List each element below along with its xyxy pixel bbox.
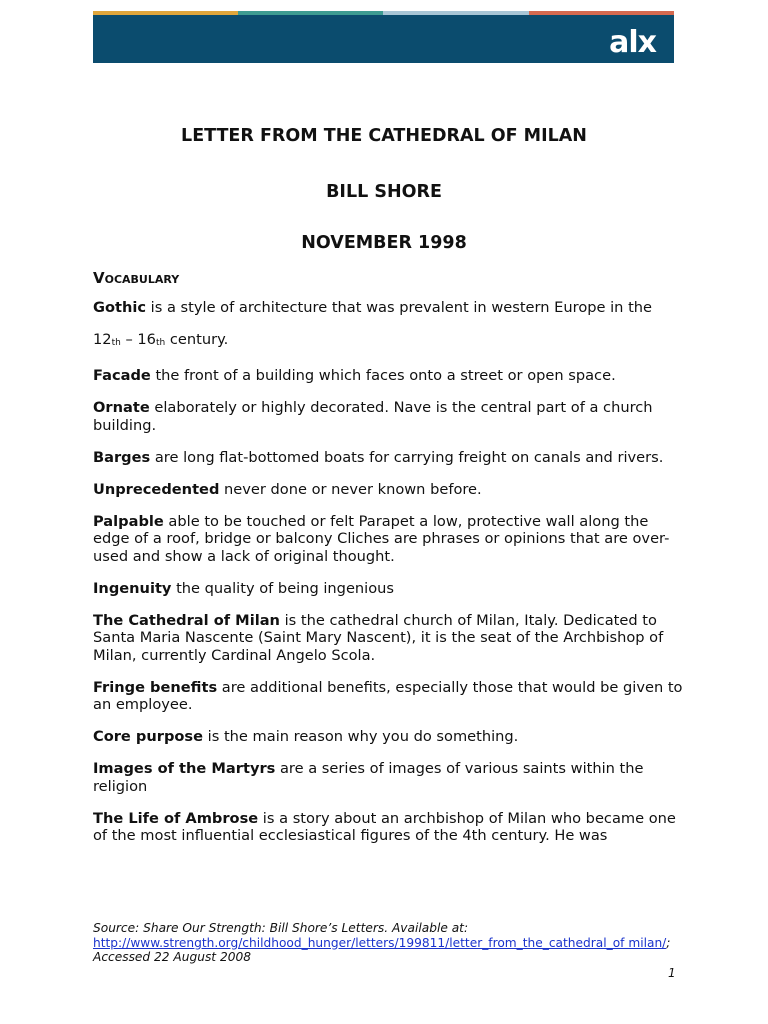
vocab-entry-gothic [93,299,683,317]
vocab-entry-life-of-ambrose [93,810,683,845]
vocab-term: Palpable [93,512,164,530]
vocab-definition: the quality of being ingenious [171,579,395,597]
vocab-definition: are additional benefits, especially those that would be given to an employee. [93,678,683,713]
vocab-entry-core-purpose [93,728,683,746]
vocab-term: Core purpose [93,728,204,745]
vocab-entry-cathedral-of-milan [93,612,683,665]
header-stripe-1 [93,11,238,15]
vocab-term: Ingenuity [93,579,172,597]
vocabulary-heading [93,270,179,288]
vocabulary-list [93,299,683,859]
vocab-definition: is a style of architecture that was prevalent in western Europe in the [146,299,653,316]
vocab-definition: able to be touched or felt Parapet a low, protective wall along the edge of a roof, bridge or balcony Cliches are phrases or opinions that are over-used and show a lack of original thought. [93,512,670,565]
ordinal-suffix: th [155,338,166,348]
vocab-definition: is a story about an archbishop of Milan who became one of the most influential ecclesiastical figures of the 4th century. He was [93,809,676,844]
vocab-entry-ingenuity [93,580,683,598]
header-stripe-2 [238,11,383,15]
source-link[interactable]: http://www.strength.org/childhood_hunger/letters/199811/letter_from_the_cathedral_of milan/ [93,935,667,950]
century-word: century. [165,331,229,348]
vocab-definition: never done or never known before. [219,480,482,498]
accessed-date: Accessed 22 August 2008 [93,950,251,964]
vocab-entry-unprecedented [93,481,683,499]
vocab-term: Images of the Martyrs [93,760,276,777]
vocab-entry-images-of-martyrs [93,760,683,795]
source-separator: ; [666,935,671,950]
vocab-term: Unprecedented [93,480,220,498]
document-author: BILL SHORE [326,182,442,202]
vocab-definition: the front of a building which faces onto a street or open space. [150,367,616,384]
century-start: 12 [93,331,112,348]
vocab-definition: is the cathedral church of Milan, Italy. Dedicated to Santa Maria Nascente (Saint Mary Nascent), it is the seat of the Archbishop of Milan, currently Cardinal Angelo Scola. [93,611,664,664]
century-end: – 16 [120,331,156,348]
vocabulary-label: VOCABULARY [93,269,180,287]
page-number: 1 [668,966,676,980]
vocab-entry-century [93,331,683,353]
vocab-definition: is the main reason why you do something. [203,728,519,745]
vocab-term: The Cathedral of Milan [93,611,280,629]
vocab-definition: elaborately or highly decorated. Nave is the central part of a church building. [93,399,653,434]
vocab-term: Facade [93,367,151,384]
vocab-term: Gothic [93,299,147,316]
vocab-term: Fringe benefits [93,678,218,696]
vocab-definition: are long flat-bottomed boats for carrying freight on canals and rivers. [150,448,664,466]
document-date: NOVEMBER 1998 [301,233,467,253]
vocab-term: Barges [93,448,151,466]
vocab-entry-barges [93,449,683,467]
vocab-entry-palpable [93,513,683,566]
vocab-entry-ornate [93,399,683,434]
header-stripe-3 [383,11,529,15]
vocab-term: The Life of Ambrose [93,809,259,827]
vocab-definition: are a series of images of various saints within the religion [93,760,644,795]
alx-logo: alx [609,25,656,60]
ordinal-suffix: th [111,338,121,348]
header-stripe-4 [529,11,674,15]
header-banner [93,11,674,63]
vocab-entry-fringe-benefits [93,679,683,714]
vocab-entry-facade [93,367,683,385]
vocab-term: Ornate [93,399,150,416]
document-title: LETTER FROM THE CATHEDRAL OF MILAN [181,126,587,146]
source-prefix: Source: Share Our Strength: Bill Shore’s Letters. Available at: [93,921,469,935]
source-footnote [93,921,683,965]
